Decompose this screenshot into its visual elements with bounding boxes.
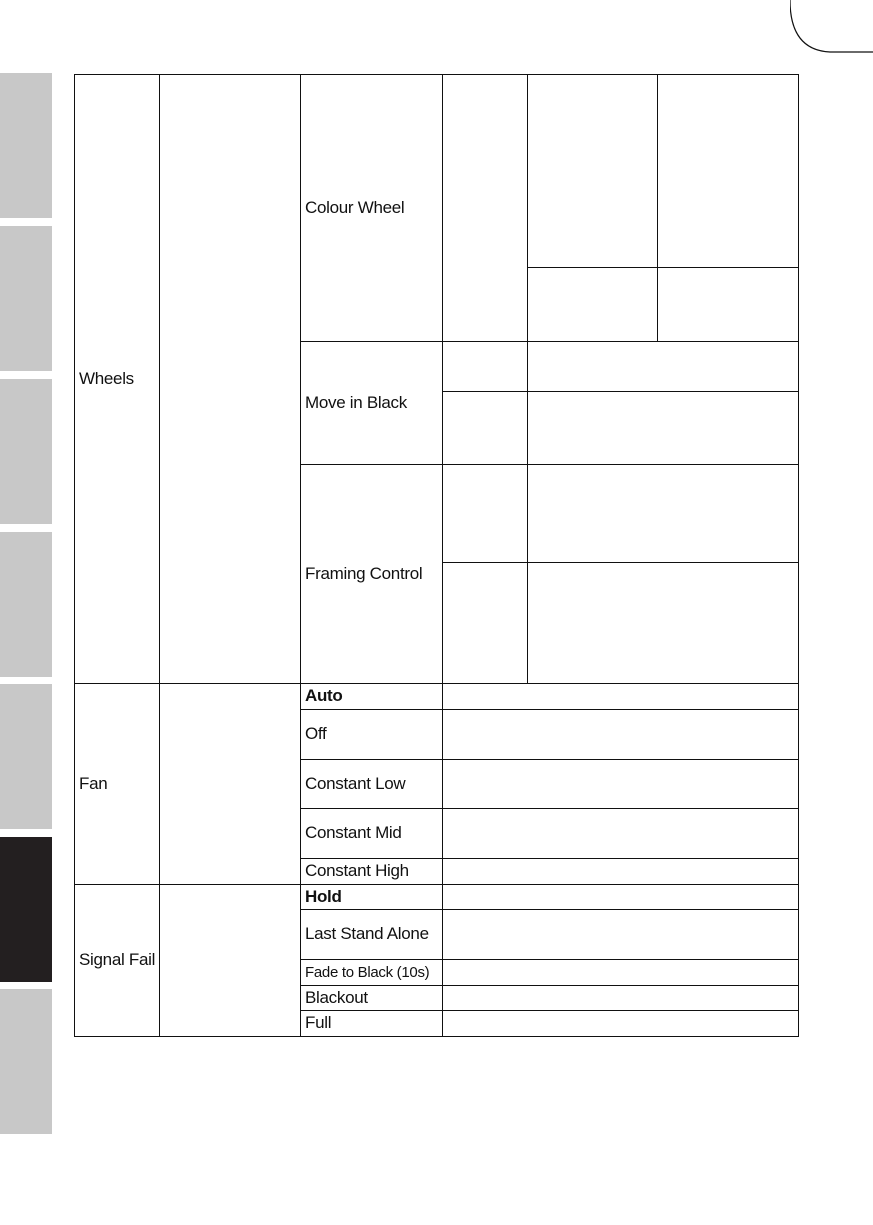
page-corner-arc xyxy=(790,0,873,60)
move-in-black-label: Move in Black xyxy=(305,392,407,412)
signal-fail-option-fade-to-black: Fade to Black (10s) xyxy=(305,963,430,981)
fan-option-constant-low: Constant Low xyxy=(305,773,406,793)
row-label-signal-fail: Signal Fail xyxy=(79,950,156,969)
colour-wheel-label: Colour Wheel xyxy=(305,197,405,217)
fan-option-constant-mid: Constant Mid xyxy=(305,823,402,842)
section-tab-5 xyxy=(0,684,52,829)
section-tab-2 xyxy=(0,226,52,371)
section-tab-6-active xyxy=(0,837,52,982)
section-tab-3 xyxy=(0,379,52,524)
signal-fail-option-last-stand-alone: Last Stand Alone xyxy=(305,924,429,943)
signal-fail-option-full: Full xyxy=(305,1013,332,1032)
signal-fail-option-blackout: Blackout xyxy=(305,987,368,1007)
section-tab-1 xyxy=(0,73,52,218)
section-tab-7 xyxy=(0,989,52,1134)
fan-option-auto: Auto xyxy=(305,686,343,705)
row-label-fan: Fan xyxy=(79,773,108,793)
framing-control-label: Framing Control xyxy=(305,563,423,583)
signal-fail-option-hold: Hold xyxy=(305,886,342,906)
fan-option-off: Off xyxy=(305,724,327,743)
row-label-wheels: Wheels xyxy=(79,368,134,388)
section-tab-4 xyxy=(0,532,52,677)
fan-option-constant-high: Constant High xyxy=(305,861,409,880)
